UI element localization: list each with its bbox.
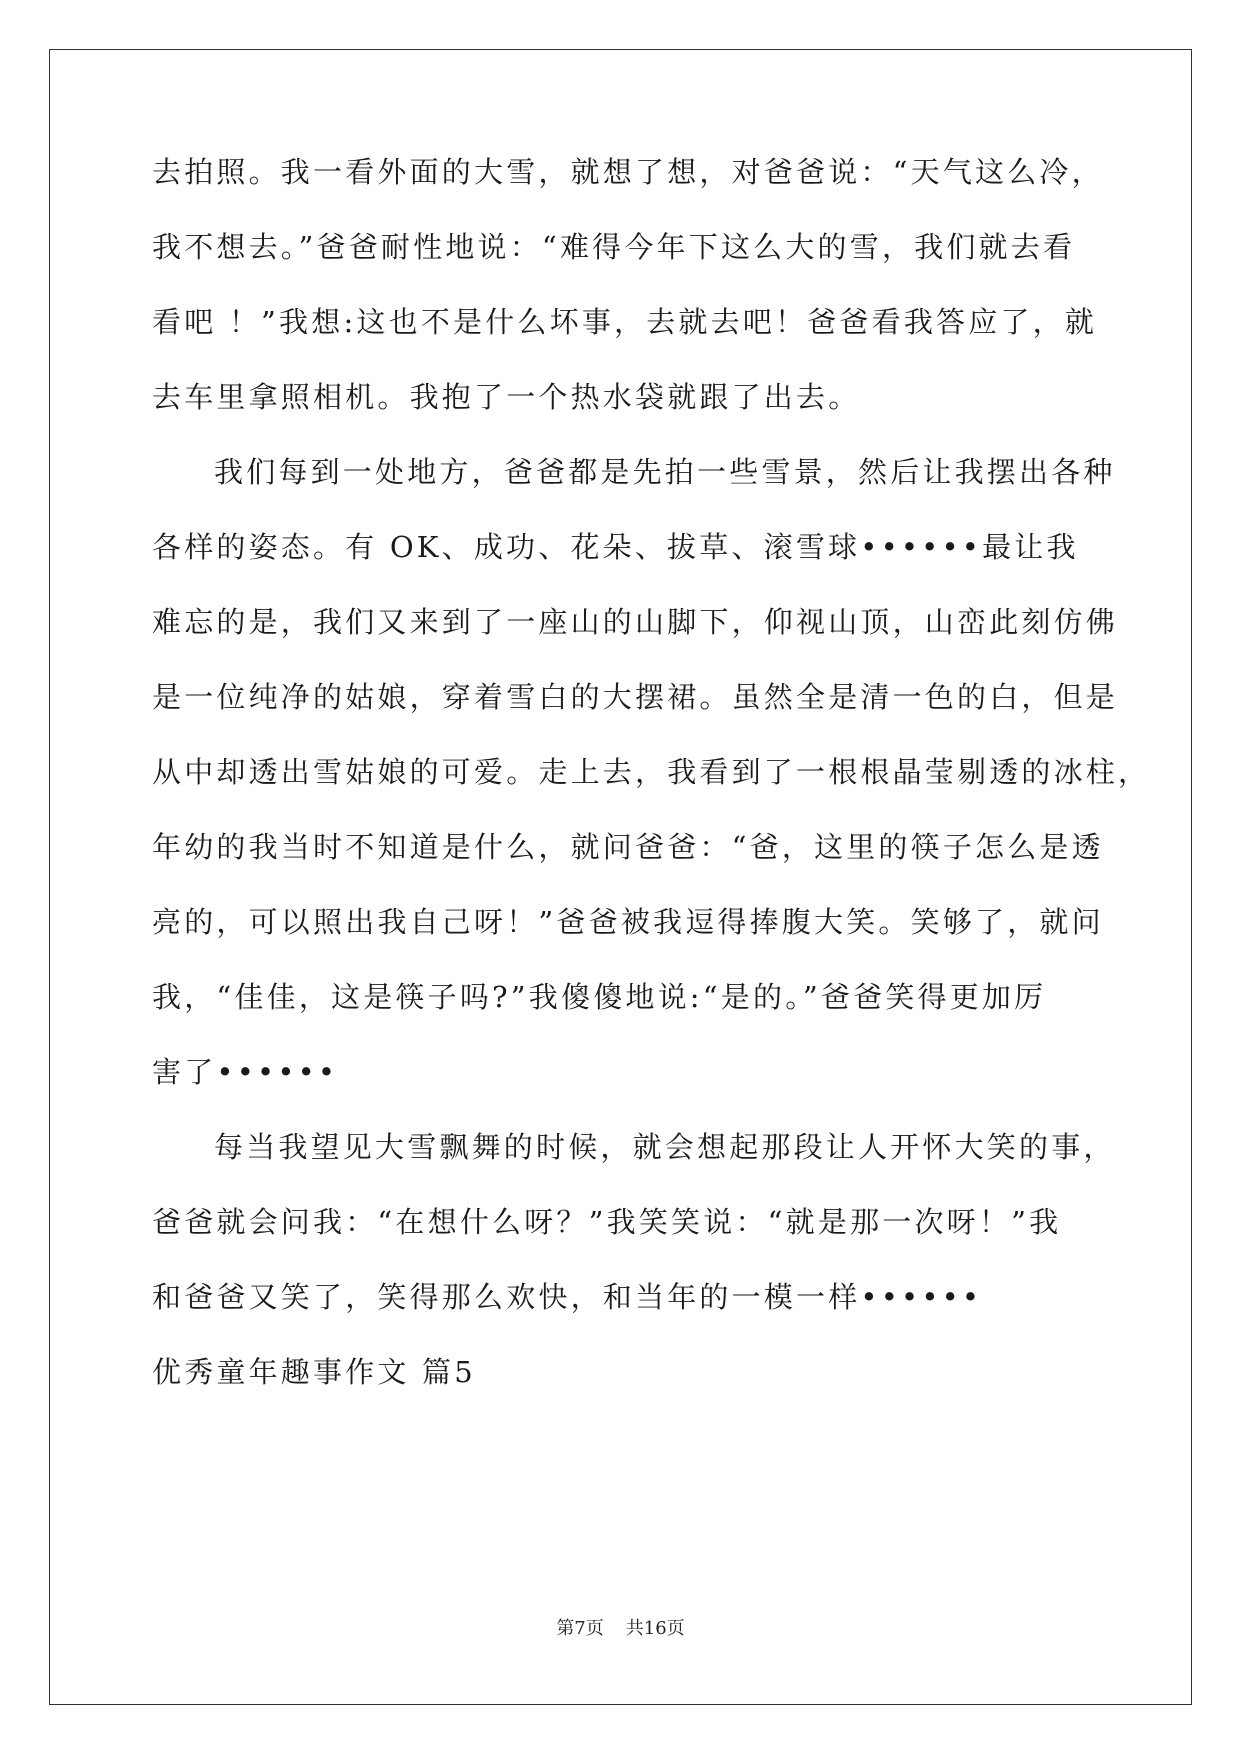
text-line: 从中却透出雪姑娘的可爱。走上去，我看到了一根根晶莹剔透的冰柱，: [152, 755, 1151, 789]
text-line: 是一位纯净的姑娘，穿着雪白的大摆裙。虽然全是清一色的白，但是: [152, 680, 1119, 714]
text-line: 看吧 ！”我想:这也不是什么坏事，去就去吧！爸爸看我答应了，就: [152, 305, 1098, 339]
page-number: 第7页: [556, 1618, 604, 1639]
paragraph-first-line: 每当我望见大雪飘舞的时候，就会想起那段让人开怀大笑的事，: [214, 1130, 1116, 1164]
total-pages: 共16页: [625, 1618, 685, 1639]
text-line: 我不想去。”爸爸耐性地说：“难得今年下这么大的雪，我们就去看: [152, 230, 1076, 264]
text-line: 年幼的我当时不知道是什么，就问爸爸：“爸，这里的筷子怎么是透: [152, 830, 1104, 864]
section-heading: 优秀童年趣事作文 篇5: [152, 1355, 476, 1389]
text-line: 我，“佳佳，这是筷子吗?”我傻傻地说:“是的。”爸爸笑得更加厉: [152, 980, 1047, 1014]
text-line: 害了••••••: [152, 1055, 339, 1089]
text-line: 去拍照。我一看外面的大雪，就想了想，对爸爸说：“天气这么冷，: [152, 155, 1104, 189]
paragraph-first-line: 我们每到一处地方，爸爸都是先拍一些雪景，然后让我摆出各种: [214, 455, 1116, 489]
page-border: [49, 49, 1192, 1705]
text-line: 亮的，可以照出我自己呀！”爸爸被我逗得捧腹大笑。笑够了，就问: [152, 905, 1104, 939]
text-line: 各样的姿态。有 OK、成功、花朵、拔草、滚雪球••••••最让我: [152, 530, 1079, 564]
text-line: 去车里拿照相机。我抱了一个热水袋就跟了出去。: [152, 380, 861, 414]
text-line: 爸爸就会问我：“在想什么呀？”我笑笑说：“就是那一次呀！”我: [152, 1205, 1062, 1239]
text-line: 和爸爸又笑了，笑得那么欢快，和当年的一模一样••••••: [152, 1280, 983, 1314]
text-line: 难忘的是，我们又来到了一座山的山脚下，仰视山顶，山峦此刻仿佛: [152, 605, 1119, 639]
page-footer: [0, 1617, 1241, 1641]
